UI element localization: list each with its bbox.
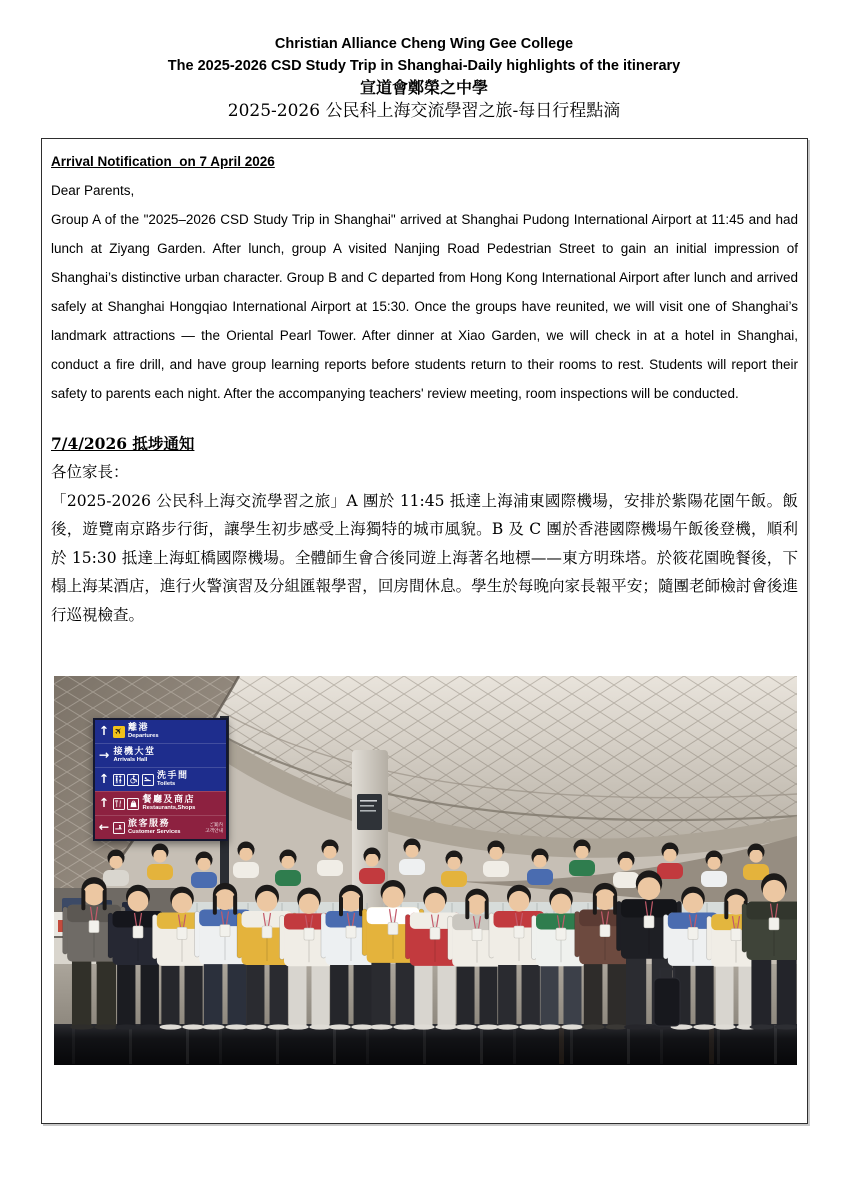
shops-icon (127, 798, 139, 810)
header-line-2: The 2025-2026 CSD Study Trip in Shanghai-Daily highlights of the itinerary (167, 58, 681, 74)
sign-en-label: Restaurants,Shops (142, 805, 196, 812)
airplane-icon: ✈ (111, 724, 125, 738)
wheelchair-icon (127, 774, 139, 786)
up-arrow-icon: ↑ (98, 795, 110, 811)
sign-en-label: Departures (128, 733, 159, 740)
sign-en-label: Customer Services (128, 829, 181, 836)
document-header (0, 33, 848, 124)
sign-row-restaurants-shops (95, 791, 226, 815)
customer-services-icon (113, 822, 125, 834)
sign-row-departures (95, 720, 226, 743)
sign-zh-label: 離港 (128, 722, 150, 733)
group-photo (54, 676, 797, 1065)
sign-row-customer-services (95, 815, 226, 839)
up-arrow-icon: ↑ (98, 723, 110, 739)
en-salutation: Dear Parents, (51, 183, 135, 198)
sign-en-label: Toilets (157, 781, 176, 788)
sign-zh-label: 餐廳及商店 (142, 794, 196, 805)
sign-en-label: Arrivals Hall (113, 757, 148, 764)
sign-zh-label: 接機大堂 (113, 746, 156, 757)
en-body: Group A of the "2025–2026 CSD Study Trip in Shanghai" arrived at Shanghai Pudong International Airport at 11:45 and had lunch at Ziyang Garden. After lunch, group A visited Nanjing Road Pedestrian Street to gain an initial impression of Shanghai’s distinctive urban character. Group B and C departed from Hong Kong International Airport after lunch and arrived safely at Shanghai Hongqiao International Airport at 15:30. Once the groups have reunited, we will visit one of Shanghai’s landmark attractions — the Oriental Pearl Tower. After dinner at Xiao Garden, we will check in at a hotel in Shanghai, conduct a fire drill, and have group learning reports before students return to their rooms to rest. Students will report their safety to parents each night. After the accompanying teachers' review meeting, room inspections will be conducted. (51, 212, 798, 401)
sign-zh-label: 洗手間 (157, 770, 189, 781)
zh-notice-heading: 7/4/2026 抵埗通知 (51, 434, 195, 453)
en-notice-heading: Arrival Notification on 7 April 2026 (51, 154, 275, 169)
header-line-1: Christian Alliance Cheng Wing Gee College (274, 36, 574, 52)
up-arrow-icon: ↑ (98, 771, 110, 787)
sign-row-arrivals-hall (95, 743, 226, 767)
left-arrow-icon: ← (98, 819, 110, 835)
sign-zh-label: 旅客服務 (128, 818, 171, 829)
restaurant-icon (113, 798, 125, 810)
header-line-4: 2025-2026 公民科上海交流學習之旅-每日行程點滴 (227, 101, 621, 121)
sign-multilingual-note: ご案内 고객안내 (205, 821, 223, 833)
baby-care-icon (142, 774, 154, 786)
right-arrow-icon: → (98, 747, 110, 763)
zh-body: 「2025-2026 公民科上海交流學習之旅」A 團於 11:45 抵達上海浦東國際機場，安排於紫陽花園午飯。飯後，遊覽南京路步行街，讓學生初步感受上海獨特的城市風貌。B 及 C 團於香港國際機場午飯後登機，順利於 15:30 抵達上海虹橋國際機場。全體師生會合後同遊上海著名地標——東方明珠塔。於筱花園晚餐後，下榻上海某酒店，進行火警演習及分組匯報學習，回房間休息。學生於每晚向家長報平安；隨團老師檢討會後進行巡視檢查。 (51, 491, 798, 624)
notice-box (41, 138, 808, 1124)
zh-salutation: 各位家長： (51, 463, 129, 481)
toilets-icon (113, 774, 125, 786)
airport-directional-sign (93, 718, 228, 841)
sign-row-toilets (95, 767, 226, 791)
header-line-3: 宣道會鄭榮之中學 (359, 78, 488, 97)
